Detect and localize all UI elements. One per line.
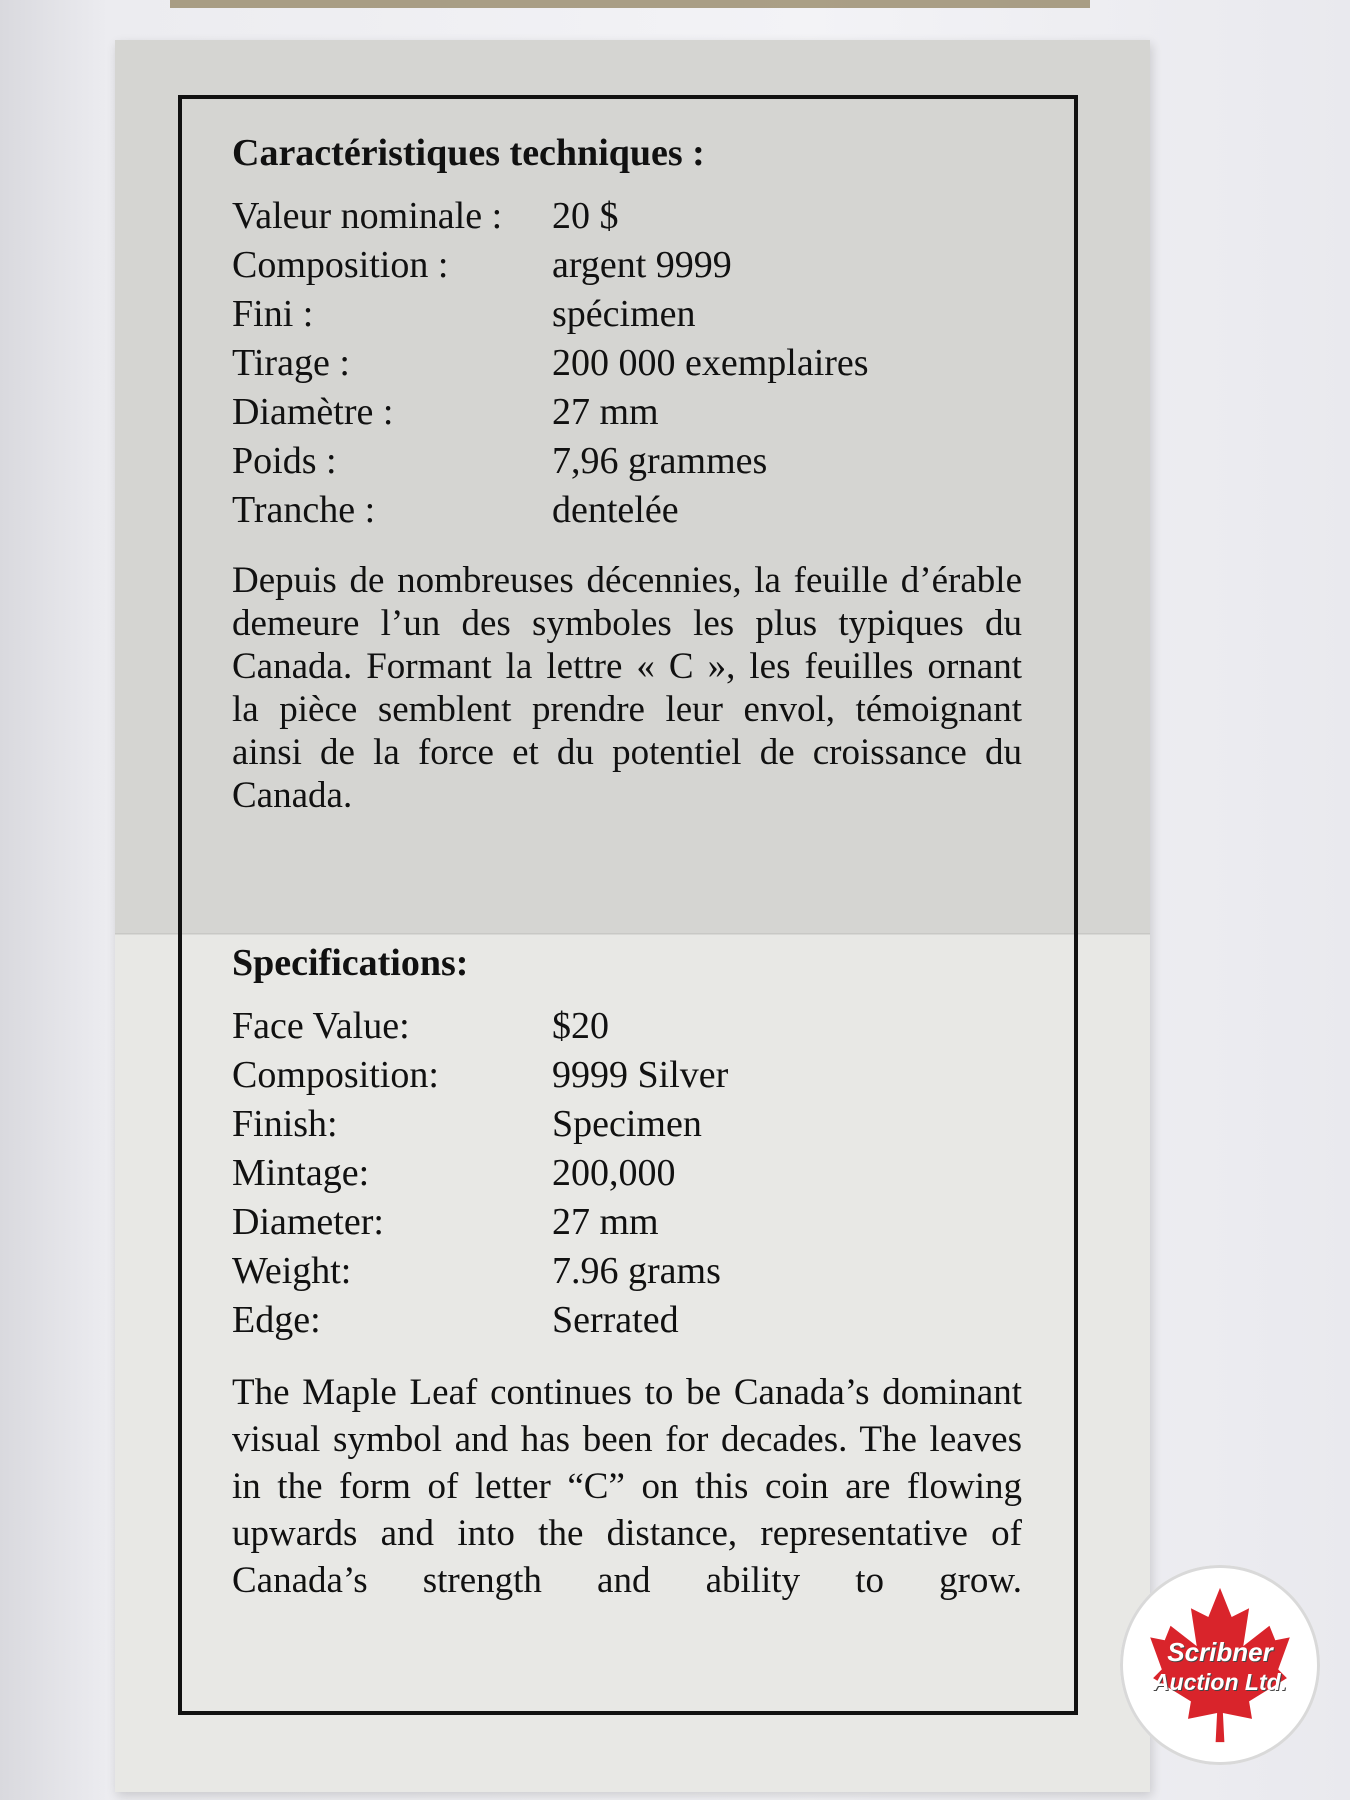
spec-row — [232, 1198, 1022, 1247]
spec-value: spécimen — [552, 293, 696, 335]
spec-label: Valeur nominale : — [232, 195, 503, 237]
english-spec-list — [232, 1002, 1022, 1345]
spec-label: Fini : — [232, 293, 314, 335]
spec-value: 200 000 exemplaires — [552, 342, 869, 384]
spec-value: Serrated — [552, 1299, 679, 1341]
spec-row — [232, 1051, 1022, 1100]
spec-label: Diamètre : — [232, 391, 394, 433]
spec-row — [232, 437, 1022, 486]
spec-label: Tranche : — [232, 489, 376, 531]
spec-row — [232, 241, 1022, 290]
spec-label: Finish: — [232, 1103, 338, 1145]
spec-row — [232, 192, 1022, 241]
spec-row — [232, 339, 1022, 388]
spec-row — [232, 1002, 1022, 1051]
english-description: The Maple Leaf continues to be Canada’s dominant visual symbol and has been for decades. The leaves in the form of letter “C” on this coin are flowing upwards and into the distance, representative of Canada’s strength and ability to grow. — [232, 1372, 1022, 1601]
watermark-name: Scribner — [1167, 1637, 1273, 1667]
french-spec-list — [232, 192, 1022, 535]
french-heading: Caractéristiques techniques : — [232, 132, 705, 174]
english-heading: Specifications: — [232, 942, 469, 984]
spec-row — [232, 1247, 1022, 1296]
spec-row — [232, 486, 1022, 535]
english-specifications — [232, 940, 1022, 1604]
spec-value: 20 $ — [552, 195, 619, 237]
spec-row — [232, 1149, 1022, 1198]
spec-row — [232, 290, 1022, 339]
spec-value: 7,96 grammes — [552, 440, 768, 482]
french-specifications — [232, 130, 1022, 817]
spec-value: Specimen — [552, 1103, 702, 1145]
spec-row — [232, 388, 1022, 437]
spec-label: Edge: — [232, 1299, 321, 1341]
spec-label: Composition: — [232, 1054, 439, 1096]
watermark-subtitle: Auction Ltd. — [1152, 1669, 1288, 1695]
card-top-edge — [170, 0, 1090, 8]
spec-value: 9999 Silver — [552, 1054, 729, 1096]
spec-row — [232, 1100, 1022, 1149]
auction-watermark-logo — [1120, 1565, 1320, 1765]
spec-label: Face Value: — [232, 1005, 410, 1047]
spec-value: 200,000 — [552, 1152, 676, 1194]
spec-label: Tirage : — [232, 342, 350, 384]
spec-value: dentelée — [552, 489, 679, 531]
spec-value: 27 mm — [552, 391, 659, 433]
spec-value: $20 — [552, 1005, 609, 1047]
spec-value: 7.96 grams — [552, 1250, 721, 1292]
spec-value: argent 9999 — [552, 244, 732, 286]
spec-label: Composition : — [232, 244, 449, 286]
french-description: Depuis de nombreuses décennies, la feuille d’érable demeure l’un des symboles les plus typiques du Canada. Formant la lettre « C », les feuilles ornant la pièce semblent prendre leur envol, témoignant ainsi de la force et du potentiel de croissance du Canada. — [232, 560, 1022, 816]
spec-label: Mintage: — [232, 1152, 370, 1194]
spec-label: Weight: — [232, 1250, 352, 1292]
spec-row — [232, 1296, 1022, 1345]
spec-label: Diameter: — [232, 1201, 384, 1243]
spec-value: 27 mm — [552, 1201, 659, 1243]
spec-label: Poids : — [232, 440, 337, 482]
